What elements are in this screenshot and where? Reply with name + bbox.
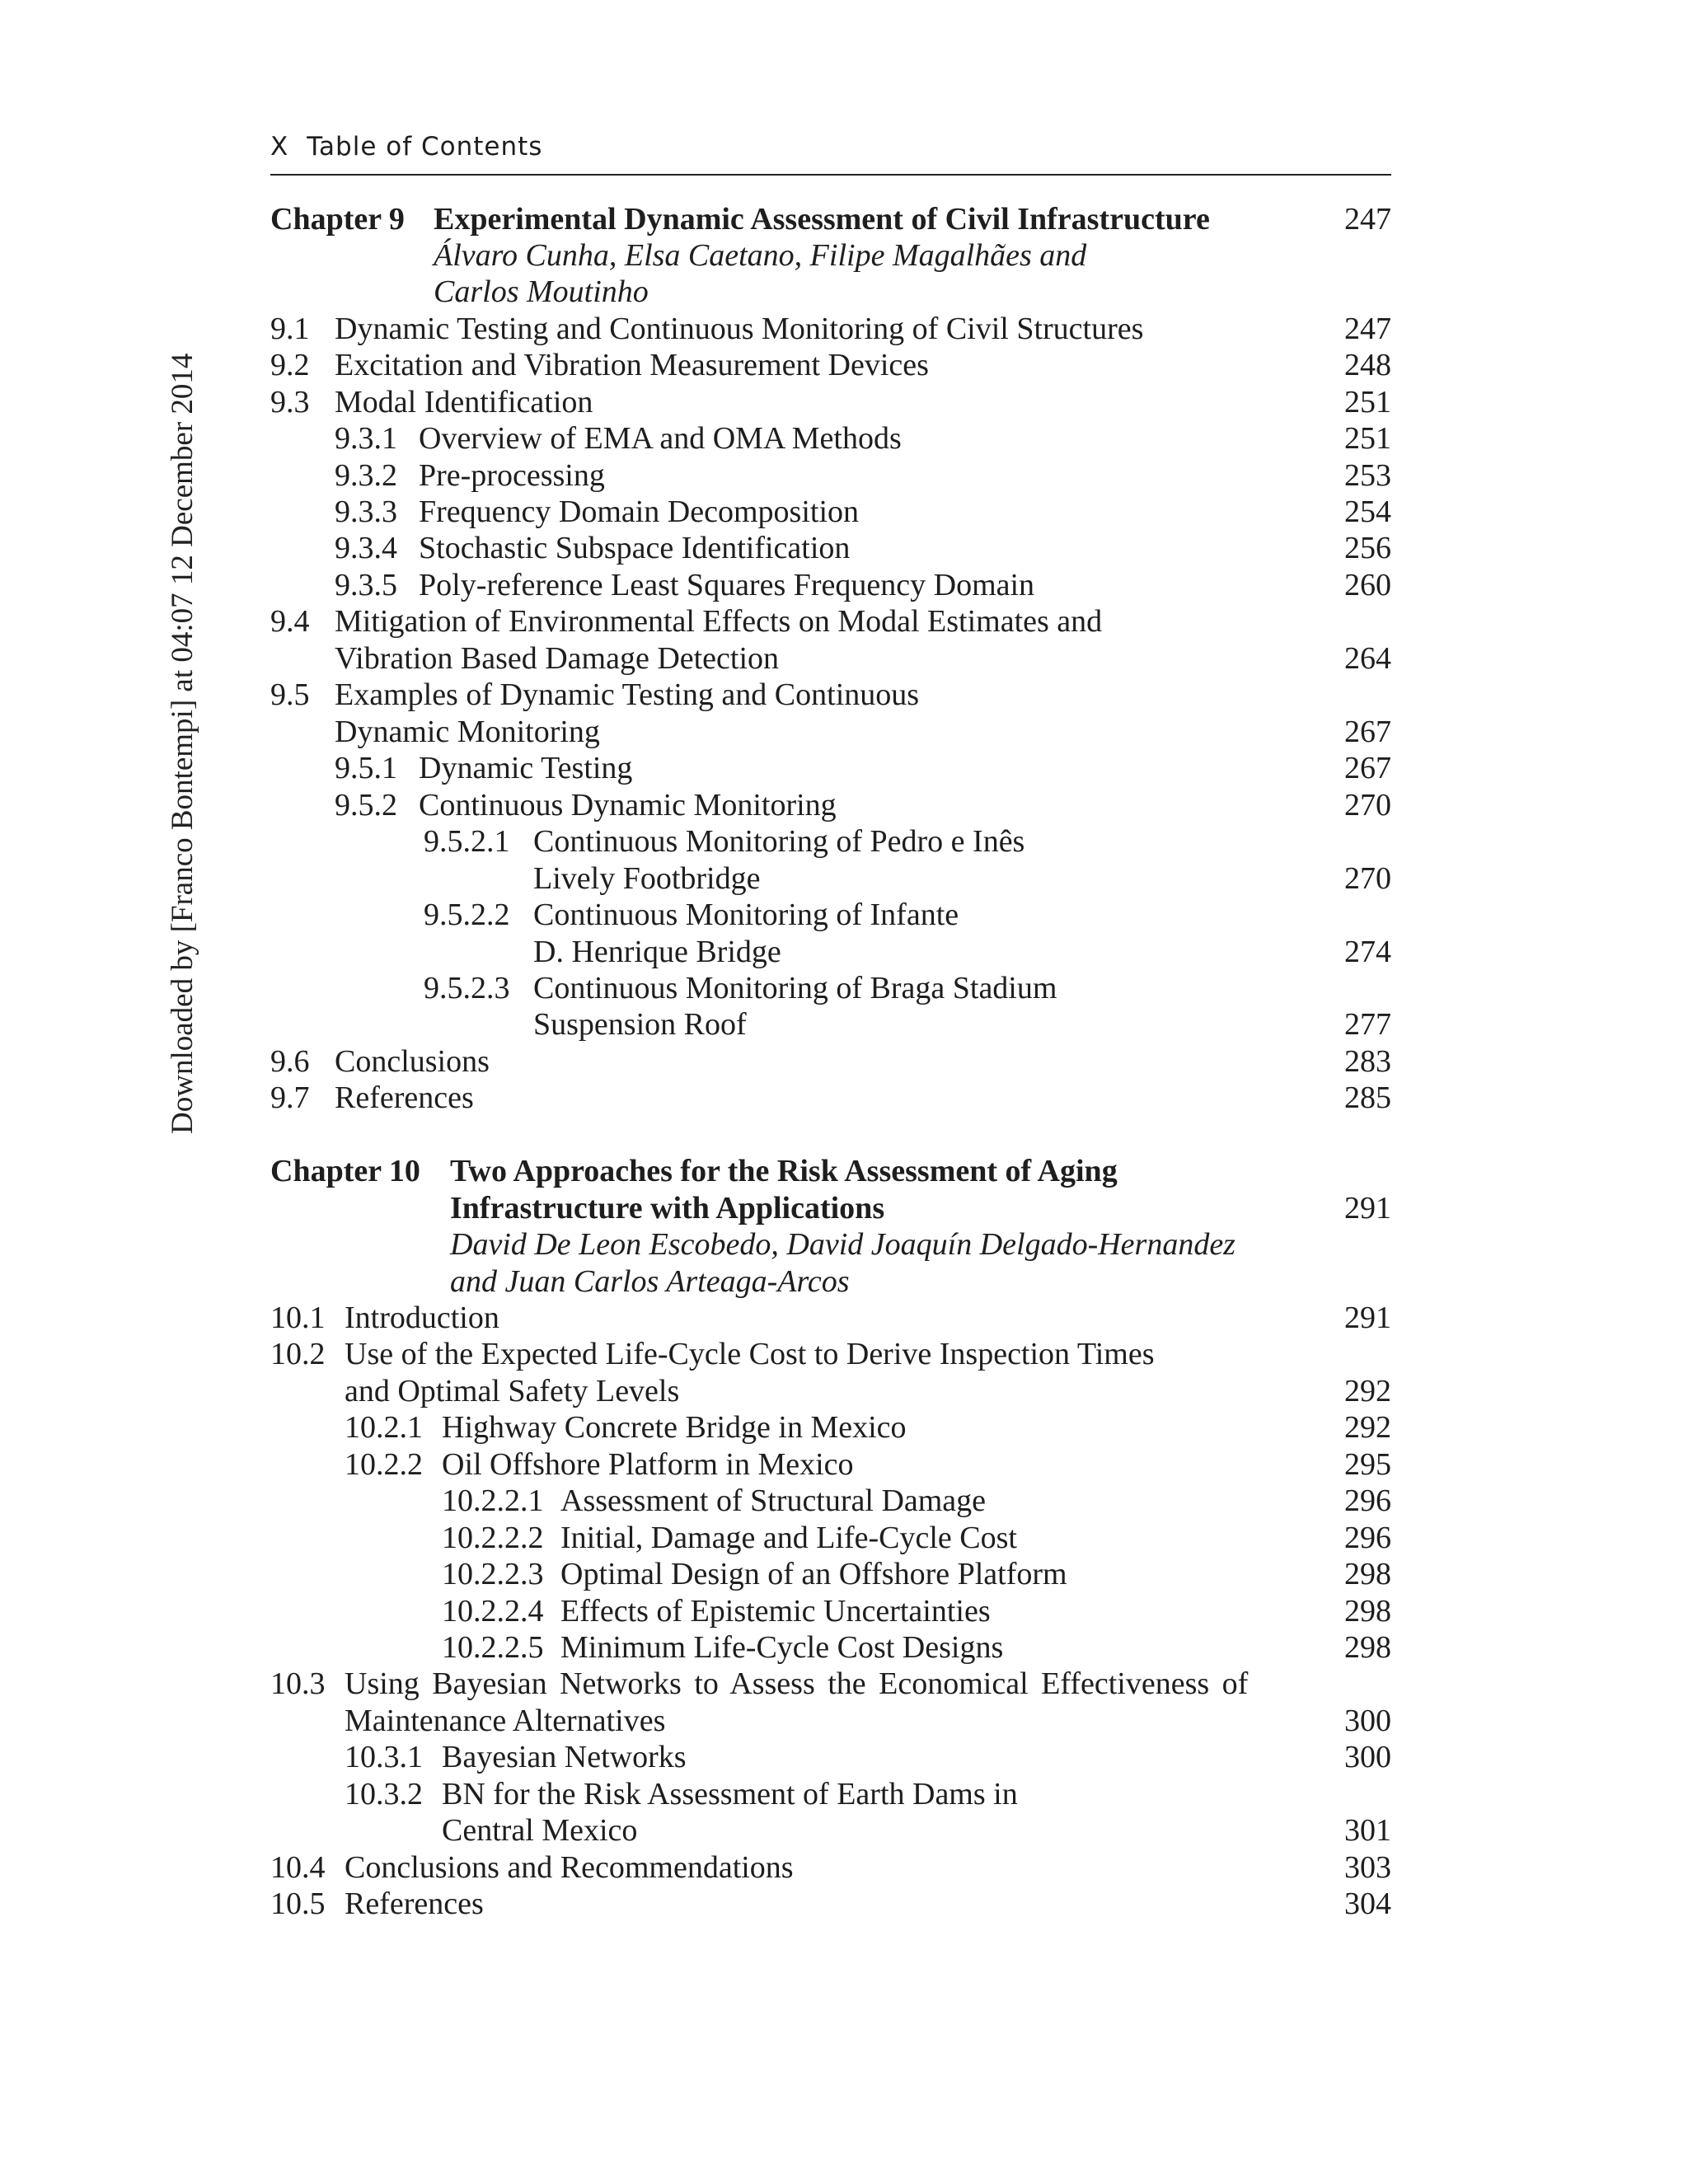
entry-page: 248 <box>1344 348 1391 382</box>
toc-entry-9-3 <box>270 384 1391 420</box>
entry-title: Frequency Domain Decomposition <box>419 494 860 529</box>
entry-page: 295 <box>1344 1447 1391 1482</box>
entry-title: Stochastic Subspace Identification <box>419 531 851 565</box>
toc-entry-9-5-2-3 <box>424 970 1391 1006</box>
entry-page: 304 <box>1344 1886 1391 1921</box>
entry-number: 9.3.5 <box>335 568 397 602</box>
entry-title: Lively Footbridge <box>533 861 761 896</box>
entry-title: Oil Offshore Platform in Mexico <box>442 1447 854 1482</box>
chapter-10-heading-cont <box>270 1190 1391 1226</box>
entry-number: 10.2.1 <box>345 1410 423 1445</box>
entry-title: Examples of Dynamic Testing and Continuous <box>335 677 920 712</box>
entry-number: 9.2 <box>270 348 310 382</box>
chapter-9-page: 247 <box>1344 202 1391 237</box>
entry-page: 270 <box>1344 861 1391 896</box>
chapter-10-label: Chapter 10 <box>270 1154 420 1188</box>
toc-entry-10-4 <box>270 1849 1391 1886</box>
entry-number: 10.3 <box>270 1666 326 1701</box>
entry-title: Highway Concrete Bridge in Mexico <box>442 1410 907 1445</box>
entry-number: 10.2.2.5 <box>442 1630 544 1665</box>
entry-page: 260 <box>1344 568 1391 602</box>
entry-page: 300 <box>1344 1740 1391 1774</box>
chapter-10-authors: David De Leon Escobedo, David Joaquín Delgado-Hernandez <box>450 1227 1236 1262</box>
entry-page: 298 <box>1344 1557 1391 1591</box>
entry-page: 270 <box>1344 788 1391 823</box>
entry-number: 9.3.3 <box>335 494 397 529</box>
entry-title: Continuous Dynamic Monitoring <box>419 788 837 823</box>
entry-title: Mitigation of Environmental Effects on Modal Estimates and <box>335 604 1103 639</box>
entry-title: D. Henrique Bridge <box>533 935 781 969</box>
entry-page: 264 <box>1344 641 1391 676</box>
toc-entry-9-2 <box>270 347 1391 383</box>
toc-entry-10-2-1 <box>345 1409 1391 1446</box>
entry-page: 267 <box>1344 715 1391 749</box>
entry-number: 9.7 <box>270 1080 310 1115</box>
entry-page: 291 <box>1344 1301 1391 1335</box>
entry-number: 10.2.2.2 <box>442 1521 544 1555</box>
toc-entry-9-3-3 <box>335 494 1391 530</box>
entry-number: 10.1 <box>270 1301 326 1335</box>
entry-page: 292 <box>1344 1410 1391 1445</box>
toc-entry-9-5-cont <box>270 714 1391 750</box>
toc-entry-10-3-cont <box>270 1703 1391 1739</box>
chapter-9-authors: Álvaro Cunha, Elsa Caetano, Filipe Magalhães and <box>434 238 1087 273</box>
entry-number: 9.5 <box>270 677 310 712</box>
entry-page: 292 <box>1344 1374 1391 1408</box>
entry-number: 9.5.2.1 <box>424 824 510 859</box>
running-head <box>270 132 1391 162</box>
entry-page: 301 <box>1344 1813 1391 1848</box>
chapter-9-heading <box>270 201 1391 237</box>
toc-entry-9-5-1 <box>335 750 1391 786</box>
entry-page: 298 <box>1344 1630 1391 1665</box>
toc-entry-10-3 <box>270 1666 1391 1702</box>
entry-title: and Optimal Safety Levels <box>345 1374 680 1408</box>
entry-number: 9.3.1 <box>335 421 397 456</box>
entry-title: Pre-processing <box>419 458 605 493</box>
entry-number: 9.3 <box>270 385 310 419</box>
toc-entry-10-2-2-2 <box>442 1520 1391 1556</box>
entry-page: 300 <box>1344 1704 1391 1738</box>
chapter-9-title: Experimental Dynamic Assessment of Civil Infrastructure <box>434 202 1210 237</box>
entry-title: Excitation and Vibration Measurement Devices <box>335 348 929 382</box>
chapter-10-authors-cont: and Juan Carlos Arteaga-Arcos <box>450 1264 850 1299</box>
entry-number: 9.1 <box>270 312 310 346</box>
toc-entry-10-3-2-cont <box>345 1812 1391 1849</box>
entry-title: Dynamic Monitoring <box>335 715 600 749</box>
entry-title: References <box>335 1080 474 1115</box>
toc-entry-9-5-2-1 <box>424 823 1391 860</box>
toc-entry-9-4-cont <box>270 640 1391 677</box>
entry-page: 251 <box>1344 421 1391 456</box>
entry-title: Effects of Epistemic Uncertainties <box>560 1594 991 1629</box>
entry-page: 285 <box>1344 1080 1391 1115</box>
entry-page: 296 <box>1344 1521 1391 1555</box>
entry-number: 10.2.2.4 <box>442 1594 544 1629</box>
toc-entry-10-1 <box>270 1300 1391 1336</box>
toc-entry-9-5-2-2 <box>424 897 1391 933</box>
toc-entry-9-5-2 <box>335 787 1391 823</box>
toc-entry-9-5-2-1-cont <box>424 860 1391 897</box>
entry-title: Dynamic Testing <box>419 751 633 785</box>
entry-page: 267 <box>1344 751 1391 785</box>
toc-entry-9-5-2-3-cont <box>424 1006 1391 1043</box>
chapter-10-title: Two Approaches for the Risk Assessment of Aging <box>450 1154 1118 1188</box>
chapter-10-heading <box>270 1153 1391 1189</box>
toc-entry-9-3-2 <box>335 457 1391 494</box>
toc-entry-9-5-2-2-cont <box>424 934 1391 970</box>
toc-entry-10-2-2-5 <box>442 1629 1391 1666</box>
entry-title: Conclusions <box>335 1044 490 1079</box>
chapter-9-label: Chapter 9 <box>270 202 405 237</box>
toc-entry-9-3-4 <box>335 530 1391 566</box>
entry-title: Vibration Based Damage Detection <box>335 641 780 676</box>
toc-entry-10-5 <box>270 1886 1391 1922</box>
chapter-10-title-cont: Infrastructure with Applications <box>450 1191 885 1226</box>
entry-number: 10.5 <box>270 1886 326 1921</box>
entry-number: 10.3.1 <box>345 1740 423 1774</box>
toc-entry-9-3-5 <box>335 567 1391 603</box>
entry-number: 9.5.2 <box>335 788 397 823</box>
entry-title: Central Mexico <box>442 1813 638 1848</box>
entry-title: Continuous Monitoring of Infante <box>533 898 959 932</box>
toc-entry-9-7 <box>270 1080 1391 1116</box>
entry-number: 9.3.2 <box>335 458 397 493</box>
entry-page: 256 <box>1344 531 1391 565</box>
toc-entry-9-5 <box>270 677 1391 713</box>
entry-title: Optimal Design of an Offshore Platform <box>560 1557 1067 1591</box>
entry-title: Continuous Monitoring of Braga Stadium <box>533 971 1057 1005</box>
entry-page: 277 <box>1344 1007 1391 1042</box>
entry-title: Suspension Roof <box>533 1007 747 1042</box>
entry-number: 9.4 <box>270 604 310 639</box>
toc-entry-10-2-cont <box>270 1373 1391 1409</box>
entry-page: 247 <box>1344 312 1391 346</box>
entry-title: Assessment of Structural Damage <box>560 1483 987 1518</box>
page-number-roman: X <box>270 132 289 162</box>
entry-title: Using Bayesian Networks to Assess the Economical Effectiveness of <box>345 1666 1249 1701</box>
entry-title: Initial, Damage and Life-Cycle Cost <box>560 1521 1017 1555</box>
entry-number: 9.5.2.3 <box>424 971 510 1005</box>
toc-entry-9-3-1 <box>335 420 1391 457</box>
entry-number: 10.2.2.1 <box>442 1483 544 1518</box>
entry-number: 9.5.1 <box>335 751 397 785</box>
entry-page: 251 <box>1344 385 1391 419</box>
chapter-10-page: 291 <box>1344 1191 1391 1226</box>
entry-number: 10.4 <box>270 1850 326 1885</box>
toc-entry-10-2-2-3 <box>442 1556 1391 1592</box>
entry-title: Overview of EMA and OMA Methods <box>419 421 902 456</box>
entry-page: 283 <box>1344 1044 1391 1079</box>
entry-page: 254 <box>1344 494 1391 529</box>
toc-entry-9-1 <box>270 311 1391 347</box>
entry-number: 10.2.2 <box>345 1447 423 1482</box>
entry-number: 9.5.2.2 <box>424 898 510 932</box>
entry-title: Minimum Life-Cycle Cost Designs <box>560 1630 1004 1665</box>
entry-title: BN for the Risk Assessment of Earth Dams in <box>442 1777 1018 1811</box>
entry-page: 298 <box>1344 1594 1391 1629</box>
toc-entry-10-3-2 <box>345 1776 1391 1812</box>
entry-title: Use of the Expected Life-Cycle Cost to Derive Inspection Times <box>345 1337 1155 1371</box>
entry-number: 9.3.4 <box>335 531 397 565</box>
entry-number: 10.3.2 <box>345 1777 423 1811</box>
chapter-9-authors-cont: Carlos Moutinho <box>434 274 649 309</box>
entry-number: 10.2.2.3 <box>442 1557 544 1591</box>
entry-title: References <box>345 1886 484 1921</box>
entry-title: Maintenance Alternatives <box>345 1704 666 1738</box>
toc-entry-10-3-1 <box>345 1739 1391 1775</box>
toc-entry-9-6 <box>270 1043 1391 1080</box>
entry-page: 253 <box>1344 458 1391 493</box>
entry-page: 296 <box>1344 1483 1391 1518</box>
entry-page: 274 <box>1344 935 1391 969</box>
toc-entry-10-2-2 <box>345 1446 1391 1483</box>
running-head-title: Table of Contents <box>307 132 543 162</box>
entry-title: Modal Identification <box>335 385 593 419</box>
entry-number: 10.2 <box>270 1337 326 1371</box>
entry-title: Conclusions and Recommendations <box>345 1850 794 1885</box>
entry-number: 9.6 <box>270 1044 310 1079</box>
entry-page: 303 <box>1344 1850 1391 1885</box>
header-rule <box>270 174 1391 176</box>
toc-entry-10-2-2-4 <box>442 1593 1391 1629</box>
entry-title: Poly-reference Least Squares Frequency Domain <box>419 568 1035 602</box>
entry-title: Dynamic Testing and Continuous Monitoring of Civil Structures <box>335 312 1144 346</box>
download-note: Downloaded by [Franco Bontempi] at 04:07 12 December 2014 <box>166 353 199 1134</box>
toc-entry-10-2-2-1 <box>442 1483 1391 1519</box>
entry-title: Continuous Monitoring of Pedro e Inês <box>533 824 1025 859</box>
toc-entry-10-2 <box>270 1336 1391 1372</box>
toc-entry-9-4 <box>270 603 1391 640</box>
entry-title: Bayesian Networks <box>442 1740 687 1774</box>
entry-title: Introduction <box>345 1301 499 1335</box>
